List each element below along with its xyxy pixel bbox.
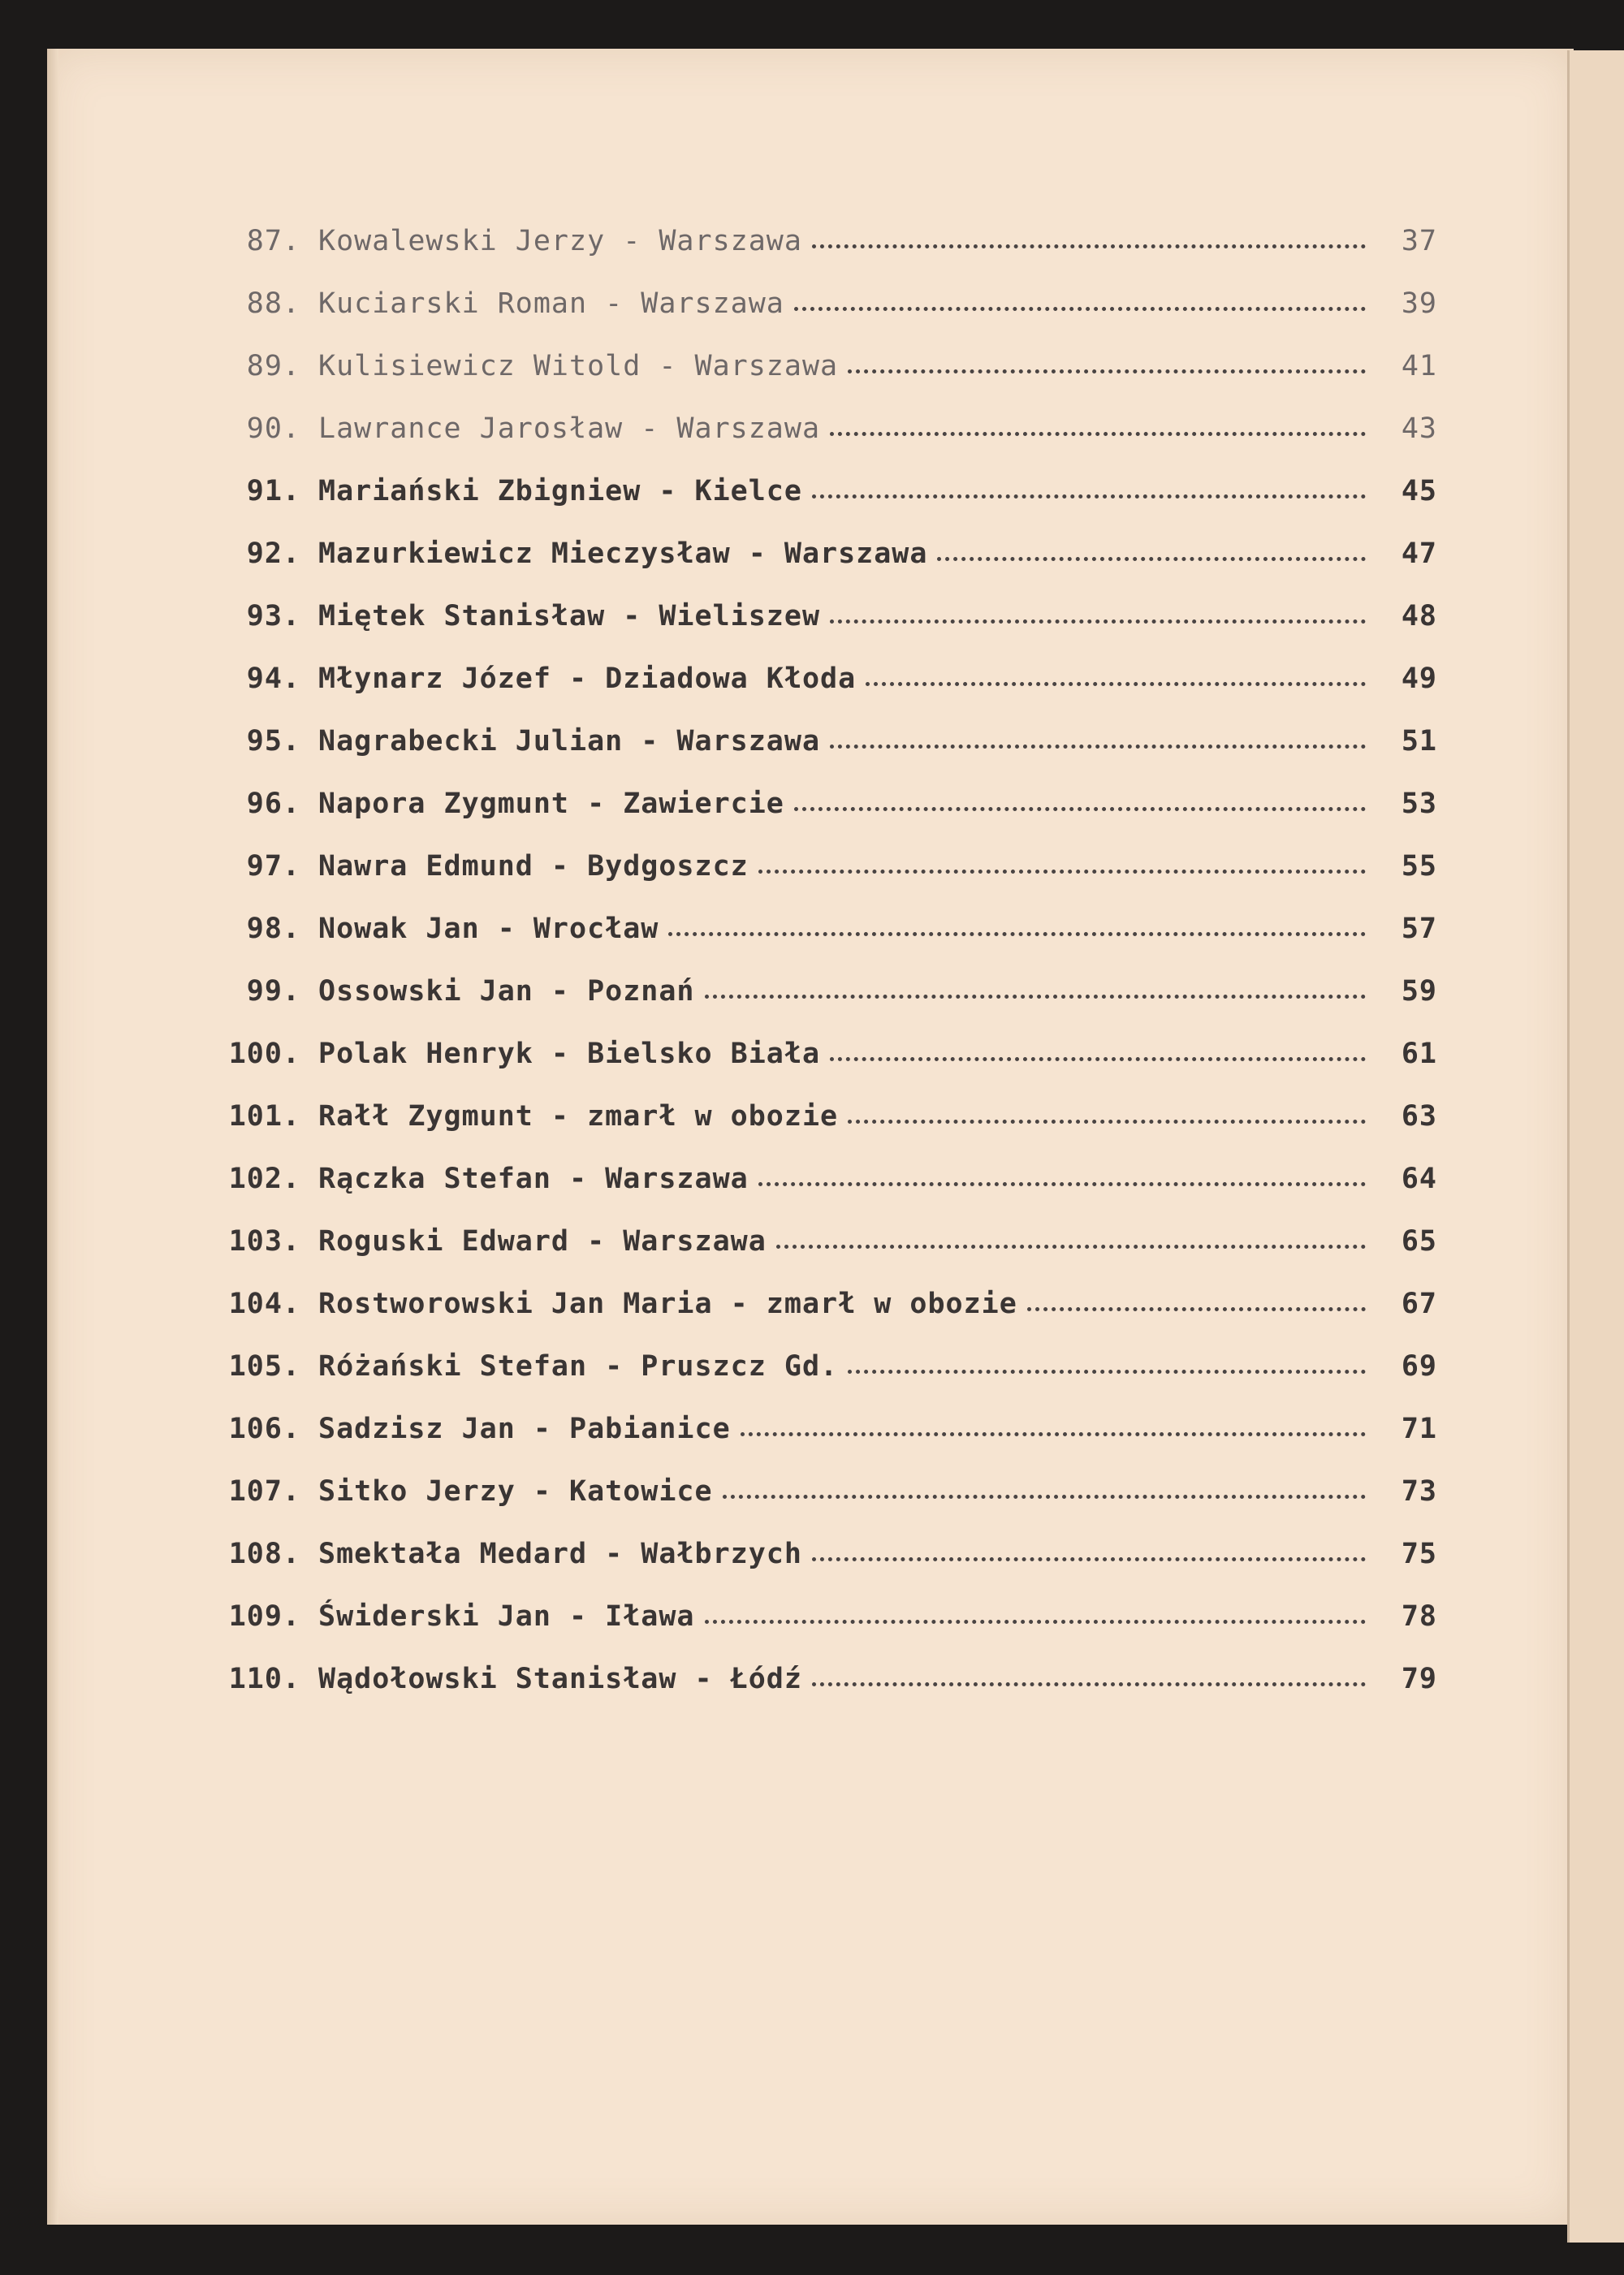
dot-leader: [830, 619, 1366, 624]
table-of-contents: [211, 209, 1437, 1710]
entry-page: 59: [1401, 974, 1437, 1008]
entry-title: Lawrance Jarosław - Warszawa: [318, 412, 821, 445]
entry-number: 93.: [246, 599, 300, 632]
dot-leader: [668, 932, 1366, 936]
toc-entry: [211, 772, 1437, 835]
entry-number: 100.: [228, 1037, 300, 1070]
entry-number: 99.: [246, 974, 300, 1008]
entry-number: 96.: [246, 787, 300, 820]
entry-title: Mazurkiewicz Mieczysław - Warszawa: [318, 537, 928, 570]
dot-leader: [741, 1432, 1366, 1436]
entry-title: Nagrabecki Julian - Warszawa: [318, 724, 821, 758]
entry-number: 90.: [246, 412, 300, 445]
entry-title: Świderski Jan - Iława: [318, 1599, 695, 1633]
adjacent-page-edge: [1567, 50, 1624, 2243]
toc-entry: [211, 835, 1437, 897]
toc-entry: [211, 897, 1437, 960]
entry-page: 73: [1401, 1474, 1437, 1508]
dot-leader: [705, 995, 1366, 999]
dot-leader: [723, 1495, 1366, 1499]
entry-page: 37: [1401, 224, 1437, 257]
entry-page: 69: [1401, 1349, 1437, 1383]
entry-number: 88.: [246, 287, 300, 320]
dot-leader: [1027, 1307, 1366, 1311]
entry-title: Polak Henryk - Bielsko Biała: [318, 1037, 821, 1070]
entry-page: 48: [1401, 599, 1437, 632]
toc-entry: [211, 1085, 1437, 1147]
entry-page: 63: [1401, 1099, 1437, 1133]
entry-number: 103.: [228, 1224, 300, 1258]
entry-page: 67: [1401, 1287, 1437, 1320]
entry-title: Sitko Jerzy - Katowice: [318, 1474, 713, 1508]
entry-title: Nowak Jan - Wrocław: [318, 912, 659, 945]
entry-number: 95.: [246, 724, 300, 758]
entry-title: Kuciarski Roman - Warszawa: [318, 287, 784, 320]
entry-number: 92.: [246, 537, 300, 570]
entry-title: Nawra Edmund - Bydgoszcz: [318, 849, 749, 883]
entry-number: 102.: [228, 1162, 300, 1195]
entry-title: Ossowski Jan - Poznań: [318, 974, 695, 1008]
entry-page: 39: [1401, 287, 1437, 320]
entry-number: 91.: [246, 474, 300, 507]
dot-leader: [812, 1682, 1366, 1686]
toc-entry: [211, 209, 1437, 272]
entry-number: 105.: [228, 1349, 300, 1383]
entry-title: Rałł Zygmunt - zmarł w obozie: [318, 1099, 839, 1133]
entry-number: 110.: [228, 1662, 300, 1695]
page-edge: [47, 49, 58, 2225]
entry-page: 47: [1401, 537, 1437, 570]
entry-title: Smektała Medard - Wałbrzych: [318, 1537, 802, 1570]
entry-page: 57: [1401, 912, 1437, 945]
toc-entry: [211, 1147, 1437, 1210]
entry-page: 65: [1401, 1224, 1437, 1258]
entry-number: 108.: [228, 1537, 300, 1570]
entry-title: Rostworowski Jan Maria - zmarł w obozie: [318, 1287, 1017, 1320]
entry-number: 98.: [246, 912, 300, 945]
dot-leader: [758, 1182, 1366, 1186]
entry-page: 45: [1401, 474, 1437, 507]
toc-entry: [211, 1397, 1437, 1460]
entry-page: 49: [1401, 662, 1437, 695]
toc-entry: [211, 1460, 1437, 1522]
toc-entry: [211, 460, 1437, 522]
toc-entry: [211, 1335, 1437, 1397]
dot-leader: [776, 1245, 1366, 1249]
entry-page: 61: [1401, 1037, 1437, 1070]
toc-entry: [211, 1210, 1437, 1272]
entry-number: 101.: [228, 1099, 300, 1133]
toc-entry: [211, 647, 1437, 710]
entry-page: 55: [1401, 849, 1437, 883]
toc-entry: [211, 1272, 1437, 1335]
entry-page: 51: [1401, 724, 1437, 758]
entry-number: 106.: [228, 1412, 300, 1445]
entry-page: 64: [1401, 1162, 1437, 1195]
toc-entry: [211, 1585, 1437, 1647]
dot-leader: [812, 244, 1366, 248]
entry-page: 53: [1401, 787, 1437, 820]
dot-leader: [848, 369, 1366, 373]
toc-entry: [211, 1022, 1437, 1085]
entry-page: 41: [1401, 349, 1437, 382]
toc-entry: [211, 710, 1437, 772]
entry-title: Różański Stefan - Pruszcz Gd.: [318, 1349, 839, 1383]
entry-title: Wądołowski Stanisław - Łódź: [318, 1662, 802, 1695]
dot-leader: [812, 1557, 1366, 1561]
entry-number: 109.: [228, 1599, 300, 1633]
dot-leader: [866, 682, 1366, 686]
dot-leader: [830, 432, 1366, 436]
entry-number: 104.: [228, 1287, 300, 1320]
entry-title: Sadzisz Jan - Pabianice: [318, 1412, 731, 1445]
entry-number: 89.: [246, 349, 300, 382]
dot-leader: [758, 870, 1366, 874]
toc-entry: [211, 585, 1437, 647]
entry-title: Kulisiewicz Witold - Warszawa: [318, 349, 839, 382]
entry-page: 75: [1401, 1537, 1437, 1570]
entry-number: 94.: [246, 662, 300, 695]
entry-number: 97.: [246, 849, 300, 883]
entry-title: Miętek Stanisław - Wieliszew: [318, 599, 821, 632]
dot-leader: [794, 807, 1366, 811]
dot-leader: [830, 745, 1366, 749]
entry-title: Roguski Edward - Warszawa: [318, 1224, 767, 1258]
entry-page: 78: [1401, 1599, 1437, 1633]
entry-title: Napora Zygmunt - Zawiercie: [318, 787, 784, 820]
dot-leader: [794, 307, 1366, 311]
toc-entry: [211, 335, 1437, 397]
entry-page: 79: [1401, 1662, 1437, 1695]
entry-number: 107.: [228, 1474, 300, 1508]
dot-leader: [705, 1620, 1366, 1624]
entry-page: 71: [1401, 1412, 1437, 1445]
dot-leader: [830, 1057, 1366, 1061]
toc-entry: [211, 272, 1437, 335]
toc-entry: [211, 522, 1437, 585]
toc-entry: [211, 397, 1437, 460]
dot-leader: [848, 1370, 1366, 1374]
entry-title: Rączka Stefan - Warszawa: [318, 1162, 749, 1195]
dot-leader: [812, 494, 1366, 499]
toc-entry: [211, 1522, 1437, 1585]
entry-title: Młynarz Józef - Dziadowa Kłoda: [318, 662, 857, 695]
entry-title: Mariański Zbigniew - Kielce: [318, 474, 802, 507]
toc-entry: [211, 1647, 1437, 1710]
entry-number: 87.: [246, 224, 300, 257]
dot-leader: [848, 1120, 1366, 1124]
entry-page: 43: [1401, 412, 1437, 445]
dot-leader: [937, 557, 1366, 561]
entry-title: Kowalewski Jerzy - Warszawa: [318, 224, 802, 257]
toc-entry: [211, 960, 1437, 1022]
